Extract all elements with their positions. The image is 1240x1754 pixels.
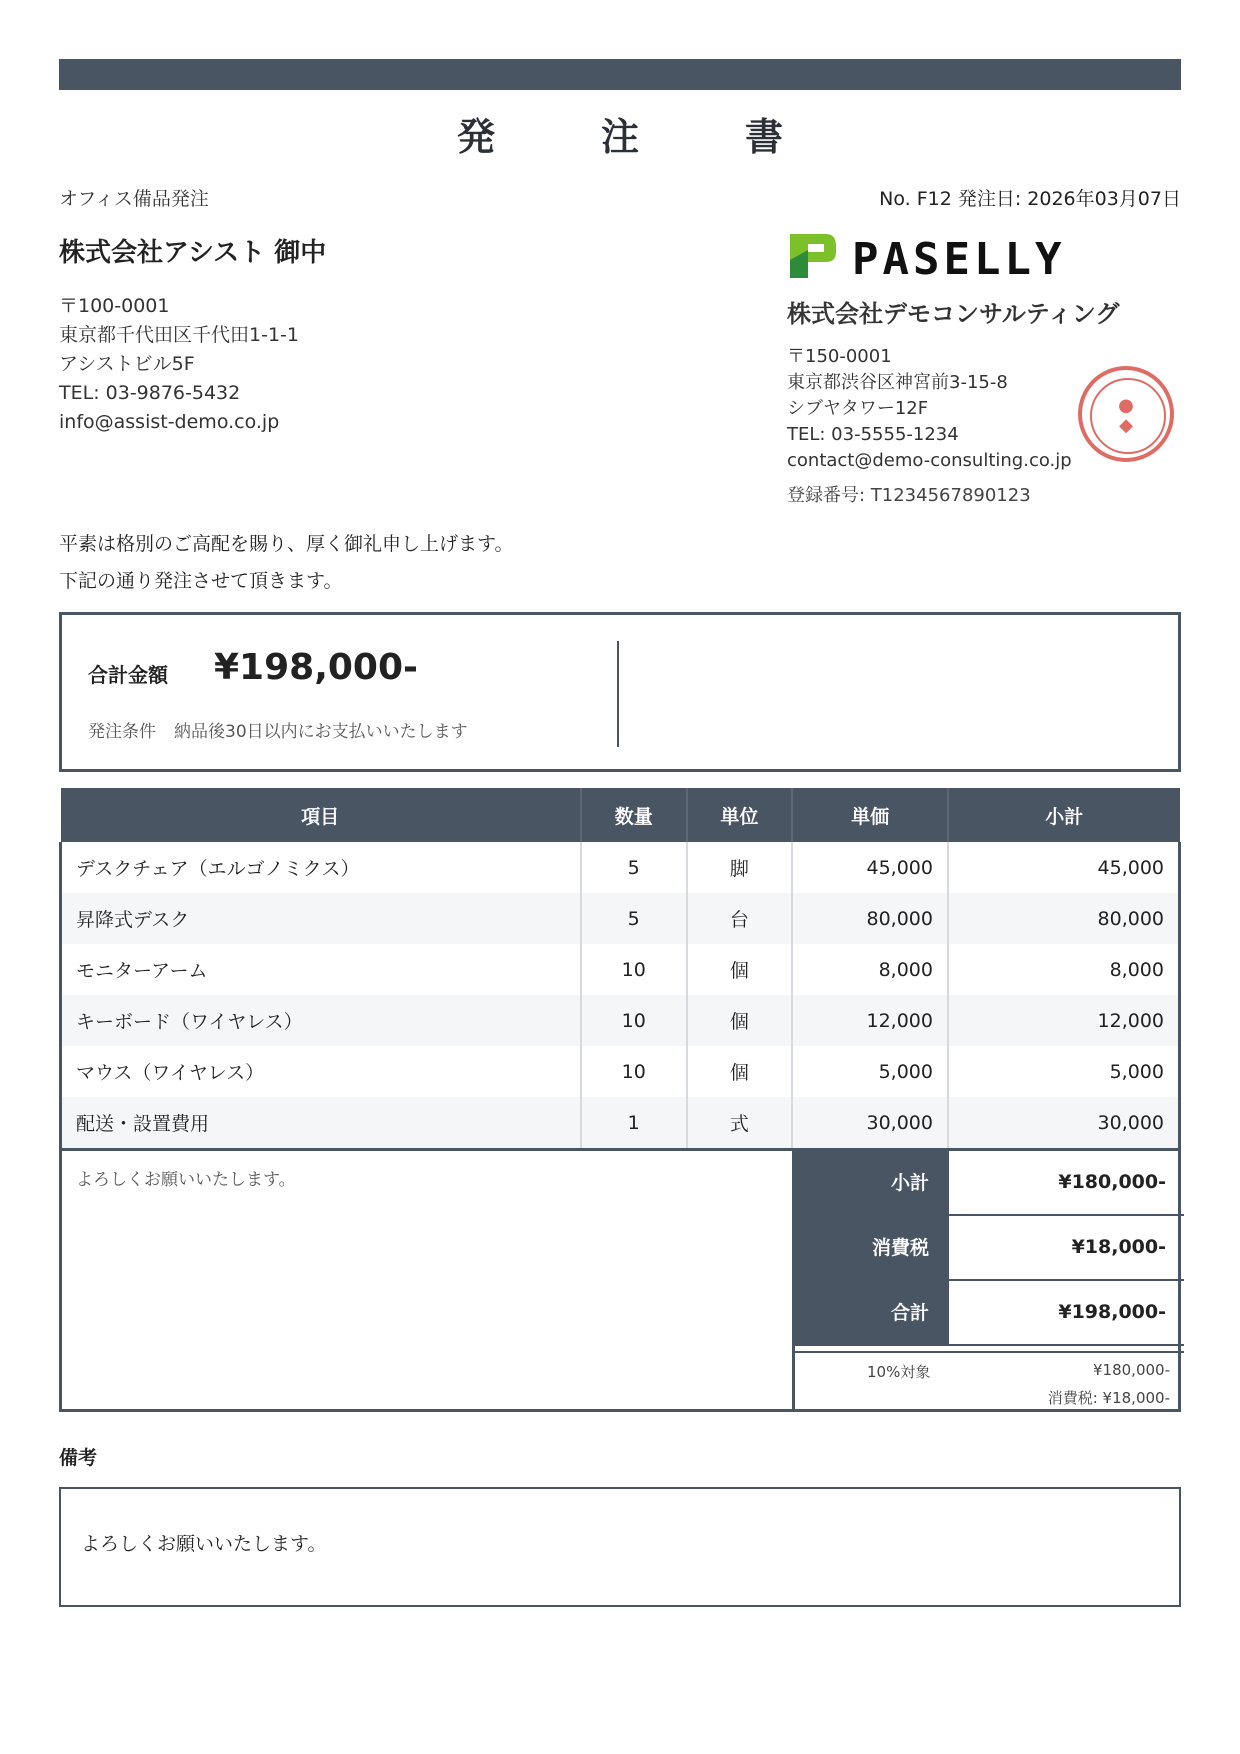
seal-mark-icon: ● ◆ [1118, 395, 1134, 436]
line-items-table [59, 788, 1181, 1148]
order-terms-value: 納品後30日以内にお支払いいたします [174, 722, 468, 742]
item-subtotal: 80,000 [948, 893, 1180, 944]
tax-rate-label: 10%対象 [867, 1363, 931, 1381]
order-terms [88, 717, 486, 742]
item-quantity: 10 [581, 995, 687, 1046]
summary-note: よろしくお願いいたします。 [76, 1170, 296, 1190]
greeting [59, 526, 513, 600]
item-subtotal: 5,000 [1109, 1060, 1164, 1083]
logo-wordmark: PASELLY [852, 234, 1066, 285]
item-unit-price: 45,000 [792, 842, 948, 893]
item-name: 昇降式デスク [61, 893, 581, 944]
subtotal-value: ¥180,000- [949, 1151, 1184, 1216]
document-subject: オフィス備品発注 [59, 188, 209, 210]
item-name: デスクチェア（エルゴノミクス） [61, 842, 581, 893]
order-terms-label: 発注条件 [88, 722, 156, 742]
client-address-block [59, 292, 299, 437]
total-amount-label: 合計金額 [88, 663, 168, 687]
item-unit-price: 12,000 [792, 995, 948, 1046]
issuer-tel: TEL: 03-5555-1234 [787, 424, 959, 445]
item-unit: 式 [687, 1097, 793, 1148]
header-quantity: 数量 [581, 788, 687, 842]
item-subtotal: 8,000 [1109, 958, 1164, 981]
client-email: info@assist-demo.co.jp [59, 411, 280, 433]
table-row [61, 842, 1180, 893]
total-box-divider [617, 641, 619, 747]
tax-breakdown [795, 1351, 1184, 1409]
company-seal-stamp [1078, 366, 1174, 462]
grand-total-value: ¥198,000- [949, 1281, 1184, 1346]
item-name: 配送・設置費用 [61, 1097, 581, 1148]
header-bar [59, 59, 1181, 90]
item-name: モニターアーム [61, 944, 581, 995]
item-unit-price: 80,000 [792, 893, 948, 944]
issuer-logo [786, 230, 1086, 286]
issuer-address-line1: 東京都渋谷区神宮前3-15-8 [787, 372, 1008, 393]
item-unit-price: 30,000 [792, 1097, 948, 1148]
tax-base-amount: ¥180,000- [1093, 1361, 1170, 1379]
summary-section [59, 1148, 1181, 1412]
header-unit-price: 単価 [792, 788, 948, 842]
item-unit: 個 [687, 995, 793, 1046]
greeting-line1: 平素は格別のご高配を賜り、厚く御礼申し上げます。 [59, 533, 514, 555]
remarks-text: よろしくお願いいたします。 [81, 1533, 327, 1555]
client-tel: TEL: 03-9876-5432 [59, 382, 241, 404]
tax-row [795, 1216, 1184, 1281]
total-amount-box [59, 612, 1181, 772]
document-title: 発 注 書 [456, 115, 817, 159]
item-name: マウス（ワイヤレス） [61, 1046, 581, 1097]
client-address-line1: 東京都千代田区千代田1-1-1 [59, 324, 299, 346]
tax-value: ¥18,000- [949, 1216, 1184, 1281]
client-name: 株式会社アシスト 御中 [59, 238, 327, 268]
item-unit: 個 [687, 1046, 793, 1097]
client-postal: 〒100-0001 [59, 295, 170, 317]
item-quantity: 10 [581, 1046, 687, 1097]
table-row [61, 1097, 1180, 1148]
item-subtotal: 30,000 [948, 1097, 1180, 1148]
document-number-date: No. F12 発注日: 2026年03月07日 [879, 188, 1181, 210]
issuer-address-block [787, 344, 1072, 474]
issuer-address-line2: シブヤタワー12F [787, 398, 929, 419]
table-row [61, 1046, 1180, 1097]
grand-total-row [795, 1281, 1184, 1346]
item-subtotal: 45,000 [1097, 856, 1164, 879]
table-row [61, 995, 1180, 1046]
issuer-name: 株式会社デモコンサルティング [787, 300, 1120, 328]
remarks-box [59, 1487, 1181, 1607]
grand-total-label: 合計 [795, 1281, 949, 1346]
table-row [61, 944, 1180, 995]
tax-label: 消費税 [795, 1216, 949, 1281]
item-quantity: 5 [581, 893, 687, 944]
total-amount-value: ¥198,000- [214, 647, 418, 688]
item-subtotal: 12,000 [948, 995, 1180, 1046]
table-row [61, 893, 1180, 944]
subtotal-row [795, 1151, 1184, 1216]
tax-amount: 消費税: ¥18,000- [1047, 1389, 1170, 1407]
item-unit: 台 [687, 893, 793, 944]
remarks-title: 備考 [59, 1447, 98, 1469]
item-unit-price: 5,000 [792, 1046, 948, 1097]
item-quantity: 1 [581, 1097, 687, 1148]
issuer-email: contact@demo-consulting.co.jp [787, 450, 1072, 471]
header-subtotal: 小計 [948, 788, 1180, 842]
header-unit: 単位 [687, 788, 793, 842]
issuer-postal: 〒150-0001 [787, 346, 892, 367]
item-unit: 個 [687, 944, 793, 995]
header-item: 項目 [61, 788, 581, 842]
subtotal-label: 小計 [795, 1151, 949, 1216]
totals-panel [792, 1151, 1181, 1409]
logo-mark-icon [786, 230, 838, 282]
item-quantity: 5 [581, 842, 687, 893]
item-name: キーボード（ワイヤレス） [61, 995, 581, 1046]
item-quantity: 10 [581, 944, 687, 995]
table-header-row [61, 788, 1180, 842]
greeting-line2: 下記の通り発注させて頂きます。 [59, 570, 343, 592]
issuer-registration-number: 登録番号: T1234567890123 [787, 485, 1031, 506]
item-unit: 脚 [687, 842, 793, 893]
item-unit-price: 8,000 [792, 944, 948, 995]
client-address-line2: アシストビル5F [59, 353, 195, 375]
